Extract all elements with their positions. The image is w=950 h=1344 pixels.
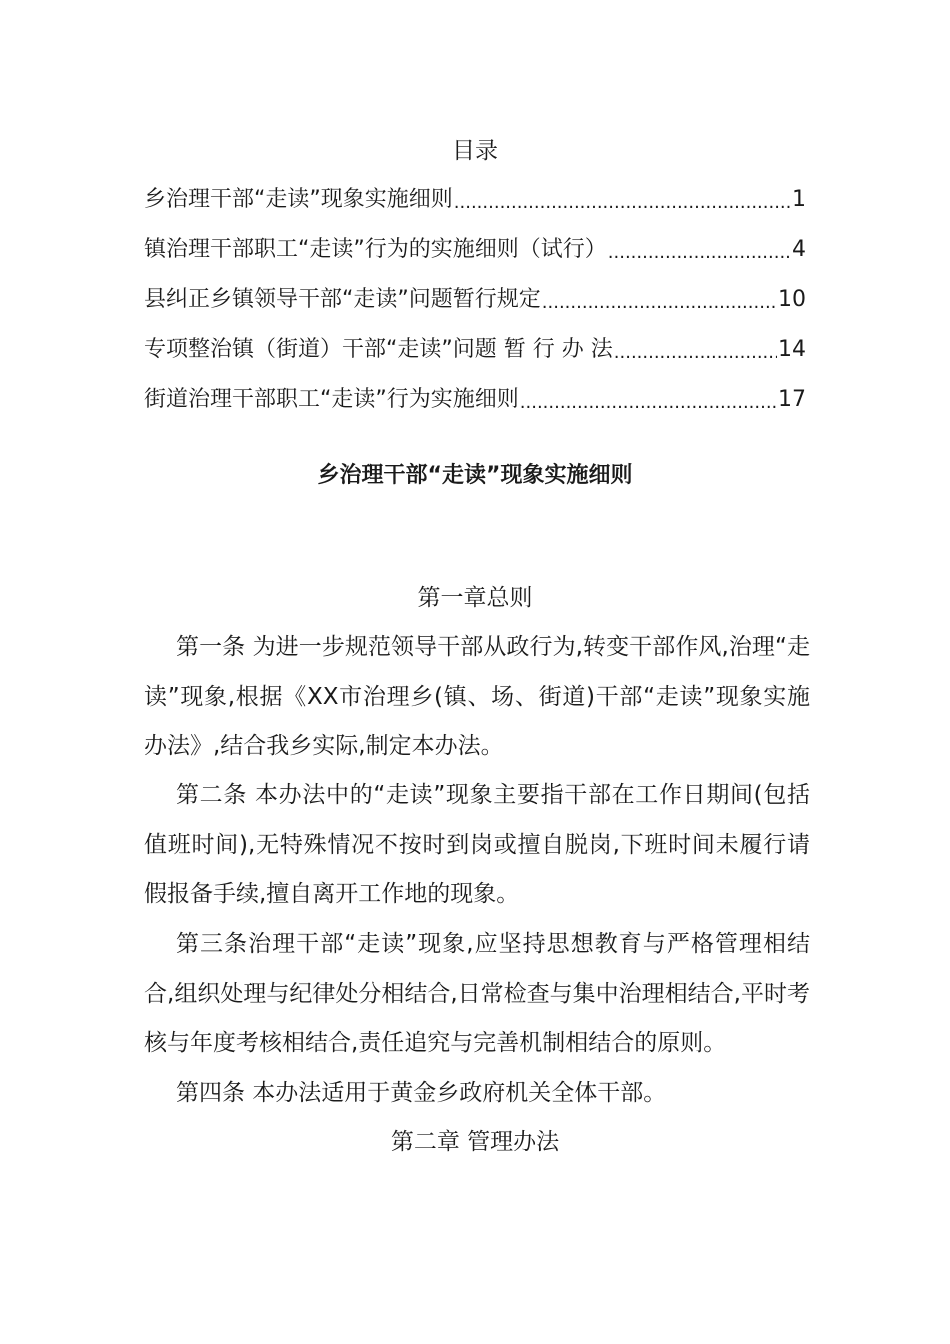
toc-entry[interactable] (144, 332, 806, 368)
toc-entry-page: 17 (778, 387, 806, 412)
article-paragraph: 第三条治理干部“走读”现象,应坚持思想教育与严格管理相结合,组织处理与纪律处分相结合,日常检查与集中治理相结合,平时考核与年度考核相结合,责任追究与完善机制相结合的原则。 (144, 931, 810, 1056)
article-paragraph: 第二条 本办法中的“走读”现象主要指干部在工作日期间(包括值班时间),无特殊情况不按时到岗或擅自脱岗,下班时间未履行请假报备手续,擅自离开工作地的现象。 (144, 782, 810, 907)
toc-entry-page: 14 (778, 337, 806, 362)
chapter-heading: 第二章 管理办法 (390, 1129, 560, 1155)
toc-entry-page: 1 (792, 187, 806, 212)
toc-entry-page: 10 (778, 287, 806, 312)
toc-leader-dots (520, 382, 777, 418)
article-paragraph: 第四条 本办法适用于黄金乡政府机关全体干部。 (176, 1080, 667, 1106)
toc-entry-page: 4 (792, 237, 806, 262)
toc-leader-dots (454, 182, 791, 218)
toc-entry-title: 乡治理干部“走读”现象实施细则 (144, 187, 453, 212)
toc-entry-title: 专项整治镇（街道）干部“走读”问题 暂 行 办 法 (144, 337, 613, 362)
toc-entry-title: 镇治理干部职工“走读”行为的实施细则（试行） (144, 237, 607, 262)
toc-leader-dots (542, 282, 777, 318)
article-paragraph: 第一条 为进一步规范领导干部从政行为,转变干部作风,治理“走读”现象,根据《XX市治理乡(镇、场、街道)干部“走读”现象实施办法》,结合我乡实际,制定本办法。 (144, 634, 810, 759)
document-title: 乡治理干部“走读”现象实施细则 (317, 463, 633, 488)
chapter-heading: 第一章总则 (417, 585, 533, 611)
toc-entry-title: 街道治理干部职工“走读”行为实施细则 (144, 387, 519, 412)
toc-entry[interactable] (144, 282, 806, 318)
toc-entry[interactable] (144, 232, 806, 268)
toc-leader-dots (608, 232, 791, 268)
toc-entry[interactable] (144, 382, 806, 418)
toc-heading: 目录 (452, 138, 498, 164)
toc-leader-dots (614, 332, 777, 368)
toc-entry-title: 县纠正乡镇领导干部“走读”问题暂行规定 (144, 287, 541, 312)
toc-entry[interactable] (144, 182, 806, 218)
